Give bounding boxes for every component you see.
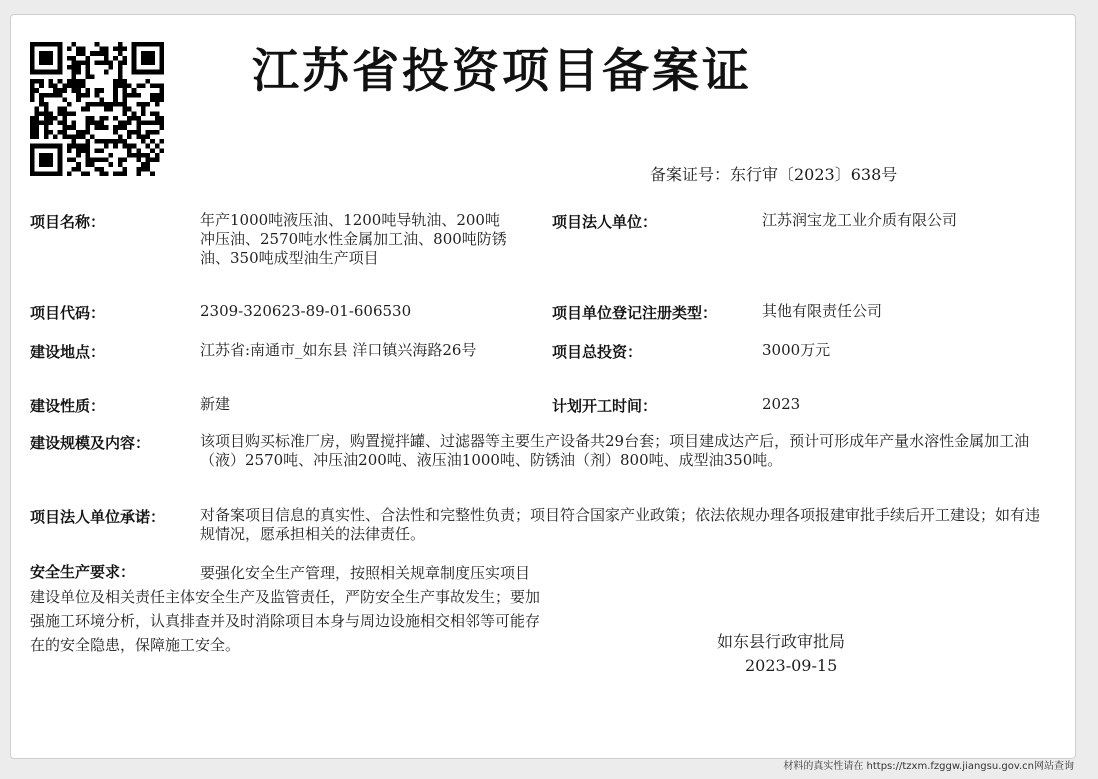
- project-name-label: 项目名称：: [30, 213, 106, 231]
- scale-content-value: 该项目购买标准厂房，购置搅拌罐、过滤器等主要生产设备共29台套；项目建成达产后，预计可形成年产量水溶性金属加工油（液）2570吨、冲压油200吨、液压油1000吨、防锈油（剂）800吨、成型油350吨。: [200, 432, 1030, 469]
- total-investment-value: 3000万元: [762, 341, 831, 359]
- project-code-label: 项目代码：: [30, 304, 106, 322]
- location-label: 建设地点：: [30, 343, 106, 361]
- legal-entity-label: 项目法人单位：: [552, 213, 658, 231]
- verification-note: 材料的真实性请在 https://tzxm.fzggw.jiangsu.gov.cn网站查询: [783, 761, 1074, 772]
- total-investment-label: 项目总投资：: [552, 343, 643, 361]
- issuer-name: 如东县行政审批局: [717, 632, 846, 651]
- registration-type-value: 其他有限责任公司: [762, 302, 883, 320]
- safety-label: 安全生产要求：: [30, 563, 136, 581]
- planned-start-label: 计划开工时间：: [552, 397, 658, 415]
- certificate-title: 江苏省投资项目备案证: [252, 44, 752, 99]
- nature-label: 建设性质：: [30, 397, 106, 415]
- issue-date: 2023-09-15: [745, 656, 838, 675]
- location-value: 江苏省:南通市_如东县 洋口镇兴海路26号: [200, 341, 477, 359]
- project-code-value: 2309-320623-89-01-606530: [200, 302, 412, 320]
- legal-entity-value: 江苏润宝龙工业介质有限公司: [762, 211, 958, 229]
- record-number: 备案证号：东行审〔2023〕638号: [650, 165, 898, 184]
- scale-content-label: 建设规模及内容：: [30, 434, 151, 452]
- commitment-label: 项目法人单位承诺：: [30, 508, 166, 526]
- commitment-value: 对备案项目信息的真实性、合法性和完整性负责；项目符合国家产业政策；依法依规办理各项报建审批手续后开工建设；如有违规情况，愿承担相关的法律责任。: [200, 506, 1041, 543]
- planned-start-value: 2023: [762, 395, 801, 413]
- safety-value: 要强化安全生产管理，按照相关规章制度压实项目建设单位及相关责任主体安全生产及监管责任，严防安全生产事故发生；要加强施工环境分析，认真排查并及时消除项目本身与周边设施相交相邻等可能存在的安全隐患，保障施工安全。: [30, 564, 541, 654]
- registration-type-label: 项目单位登记注册类型：: [552, 304, 718, 322]
- nature-value: 新建: [200, 395, 231, 413]
- project-name-value: 年产1000吨液压油、1200吨导轨油、200吨冲压油、2570吨水性金属加工油、800吨防锈油、350吨成型油生产项目: [200, 211, 507, 267]
- qr-code: [30, 42, 164, 176]
